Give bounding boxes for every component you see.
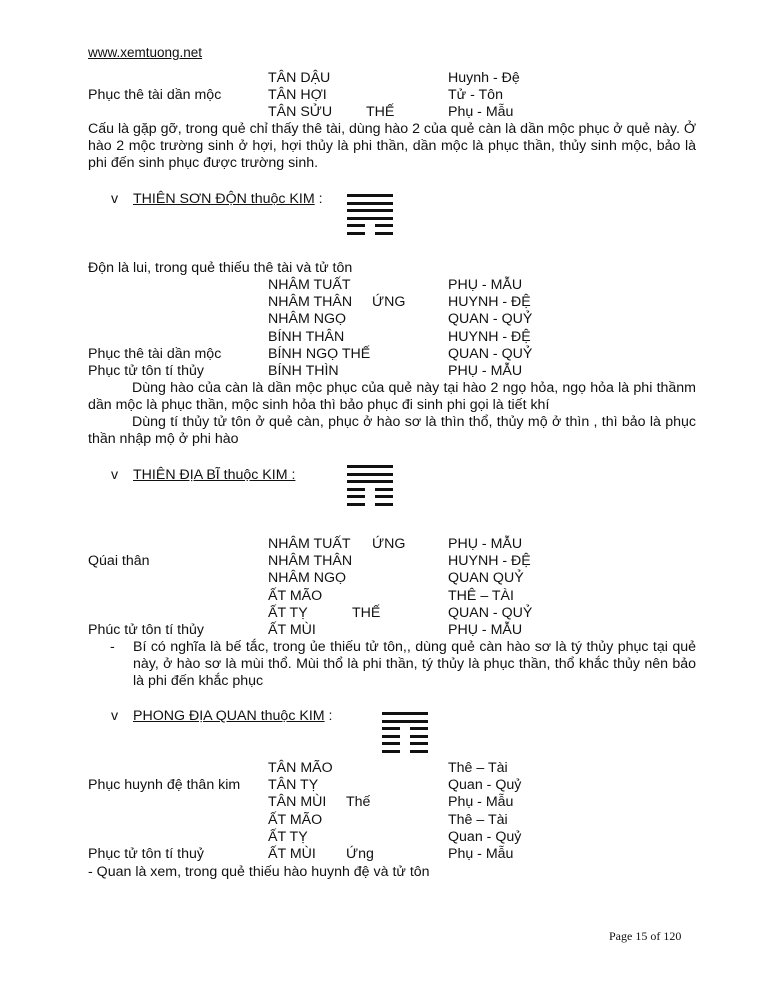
yang-line — [382, 720, 428, 723]
s3-note: - Quan là xem, trong quẻ thiếu hào huynh đệ và tử tôn — [88, 864, 430, 880]
b1-mid-1: TÂN HỢI — [268, 87, 327, 103]
yin-line-segment — [382, 727, 400, 730]
section2-left-5: Phúc tử tôn tí thủy — [88, 622, 204, 638]
yin-line-segment — [375, 503, 393, 506]
section3-mid-3: ẤT MÃO — [268, 811, 323, 828]
yin-line-segment — [375, 224, 393, 227]
section3-colon: : — [324, 708, 333, 724]
section2-mark-4: THẾ — [352, 604, 381, 621]
yin-line-segment — [410, 750, 428, 753]
yin-line-segment — [375, 232, 393, 235]
section3-right-0: Thê – Tài — [448, 760, 508, 776]
section3-mid-0: TÂN MÃO — [268, 760, 333, 776]
yang-line — [347, 217, 393, 220]
section1-right-1: HUYNH - ĐỆ — [448, 294, 531, 311]
s1-paragraph-1: Dùng hào của càn là dần mộc phục của quẻ này tại hào 2 ngọ hỏa, ngọ hỏa là phi thầnm dần mộc là phục thần, mộc sinh hỏa thì bảo phục đi sinh phi gọi là tiết khí — [88, 380, 696, 413]
b1-mid-0: TÂN DẬU — [268, 70, 331, 86]
yin-line-segment — [347, 488, 365, 491]
section3-mid-2: TÂN MÙI — [268, 794, 327, 811]
yin-line-segment — [347, 495, 365, 498]
yin-line-segment — [410, 735, 428, 738]
section3-bullet: v — [111, 708, 119, 724]
section1-mid-2: NHÂM NGỌ — [268, 311, 347, 328]
section1-heading — [111, 191, 323, 208]
section1-right-0: PHỤ - MẪU — [448, 277, 523, 293]
yin-line-segment — [347, 232, 365, 235]
section3-title: PHONG ĐỊA QUAN thuộc KIM — [133, 708, 325, 724]
section3-mark-2: Thế — [346, 794, 371, 811]
yang-line — [347, 202, 393, 205]
section3-mid-4: ẤT TỴ — [268, 828, 308, 845]
s2-dash: - — [110, 639, 115, 655]
b1-right-2: Phụ - Mẫu — [448, 104, 514, 120]
b1-paragraph: Cấu là gặp gỡ, trong quẻ chỉ thấy thê tài, dùng hào 2 của quẻ càn là dần mộc phục ở quẻ này. Ở hào 2 mộc trường sinh ở hợi, hợi thủy là phi thần, dần mộc là phục thần, thủy sinh mộc, bảo là phi đến sinh phục được trường sinh. — [88, 121, 696, 171]
section3-mark-5: Ứng — [346, 846, 374, 862]
section2-mid-1: NHÂM THÂN — [268, 553, 353, 570]
section1-title: THIÊN SƠN ĐỘN thuộc KIM — [133, 191, 315, 207]
page-number: Page 15 of 120 — [609, 929, 682, 943]
section3-left-5: Phục tử tôn tí thuỷ — [88, 846, 204, 862]
s1-paragraph-2: Dùng tí thủy tử tôn ở quẻ càn, phục ở hào sơ là thìn thổ, thủy mộ ở thìn , thì bảo là phục thần nhập mộ ở phi hào — [88, 414, 696, 447]
section2-mid-4: ẤT TỴ — [268, 604, 308, 621]
section2-right-3: THÊ – TÀI — [448, 587, 514, 604]
section2-mid-0: NHÂM TUẤT — [268, 536, 351, 552]
section3-right-4: Quan - Quỷ — [448, 828, 522, 845]
section2-right-5: PHỤ - MẪU — [448, 622, 523, 638]
yin-line-segment — [375, 495, 393, 498]
b1-mark-2: THẾ — [366, 104, 395, 120]
yang-line — [347, 465, 393, 468]
section2-right-0: PHỤ - MẪU — [448, 536, 523, 552]
site-url[interactable]: www.xemtuong.net — [88, 45, 203, 60]
section3-right-1: Quan - Quỷ — [448, 777, 522, 794]
section2-mid-5: ẤT MÙI — [268, 622, 316, 638]
yin-line-segment — [382, 735, 400, 738]
section1-left-5: Phục tử tôn tí thủy — [88, 363, 204, 379]
yang-line — [347, 209, 393, 212]
b1-right-0: Huynh - Đệ — [448, 70, 520, 86]
yang-line — [347, 473, 393, 476]
section2-right-4: QUAN - QUỶ — [448, 604, 533, 621]
section1-right-2: QUAN - QUỶ — [448, 311, 533, 328]
section2-heading — [111, 467, 295, 484]
yin-line-segment — [410, 727, 428, 730]
b1-right-1: Tử - Tôn — [448, 87, 503, 103]
section1-right-4: QUAN - QUỶ — [448, 345, 533, 362]
yin-line-segment — [347, 224, 365, 227]
section1-mark-1: ỨNG — [372, 294, 406, 311]
s2-note: Bí có nghĩa là bế tắc, trong ủe thiếu tử tôn,, dùng quẻ càn hào sơ là tý thủy phục tại quẻ này, ở hào sơ là mùi thổ. Mùi thổ là phi thần, tý thủy là phục thần, thổ khắc thủy nên bảo là phi đến khắc phục — [133, 639, 696, 689]
section2-right-1: HUYNH - ĐỆ — [448, 553, 531, 570]
section3-right-2: Phụ - Mẫu — [448, 794, 514, 811]
section1-right-3: HUYNH - ĐỆ — [448, 328, 531, 345]
section3-right-3: Thê – Tài — [448, 811, 508, 828]
section1-mid-0: NHÂM TUẤT — [268, 277, 351, 293]
section2-mark-0: ỨNG — [372, 536, 406, 552]
section3-mid-1: TÂN TỴ — [268, 777, 319, 794]
yin-line-segment — [375, 488, 393, 491]
section1-left-4: Phục thê tài dần mộc — [88, 345, 222, 362]
yin-line-segment — [347, 503, 365, 506]
section1-bullet: v — [111, 191, 119, 207]
section1-mid-1: NHÂM THÂN — [268, 294, 353, 311]
yin-line-segment — [382, 742, 400, 745]
section1-mid-3: BÍNH THÂN — [268, 328, 345, 345]
section2-mid-3: ẤT MÃO — [268, 587, 323, 604]
section1-mid-4: BÍNH NGỌ THẾ — [268, 345, 371, 362]
section2-title: THIÊN ĐỊA BĨ thuộc KIM : — [133, 467, 296, 483]
s1-intro: Độn là lui, trong quẻ thiếu thê tài và tử tôn — [88, 260, 353, 276]
yang-line — [347, 194, 393, 197]
section1-colon: : — [314, 191, 323, 207]
section3-left-1: Phục huynh đệ thân kim — [88, 777, 241, 794]
section2-left-1: Qúai thân — [88, 553, 150, 570]
section2-bullet: v — [111, 467, 119, 483]
section3-right-5: Phụ - Mẫu — [448, 846, 514, 862]
section1-right-5: PHỤ - MẪU — [448, 363, 523, 379]
section2-right-2: QUAN QUỶ — [448, 570, 524, 587]
yang-line — [347, 480, 393, 483]
section3-heading — [111, 708, 332, 725]
b1-left-1: Phục thê tài dần mộc — [88, 87, 222, 103]
yin-line-segment — [410, 742, 428, 745]
b1-mid-2: TÂN SỬU — [268, 104, 333, 120]
yin-line-segment — [382, 750, 400, 753]
section3-mid-5: ẤT MÙI — [268, 846, 316, 862]
yang-line — [382, 712, 428, 715]
section2-mid-2: NHÂM NGỌ — [268, 570, 347, 587]
section1-mid-5: BÍNH THÌN — [268, 363, 339, 379]
